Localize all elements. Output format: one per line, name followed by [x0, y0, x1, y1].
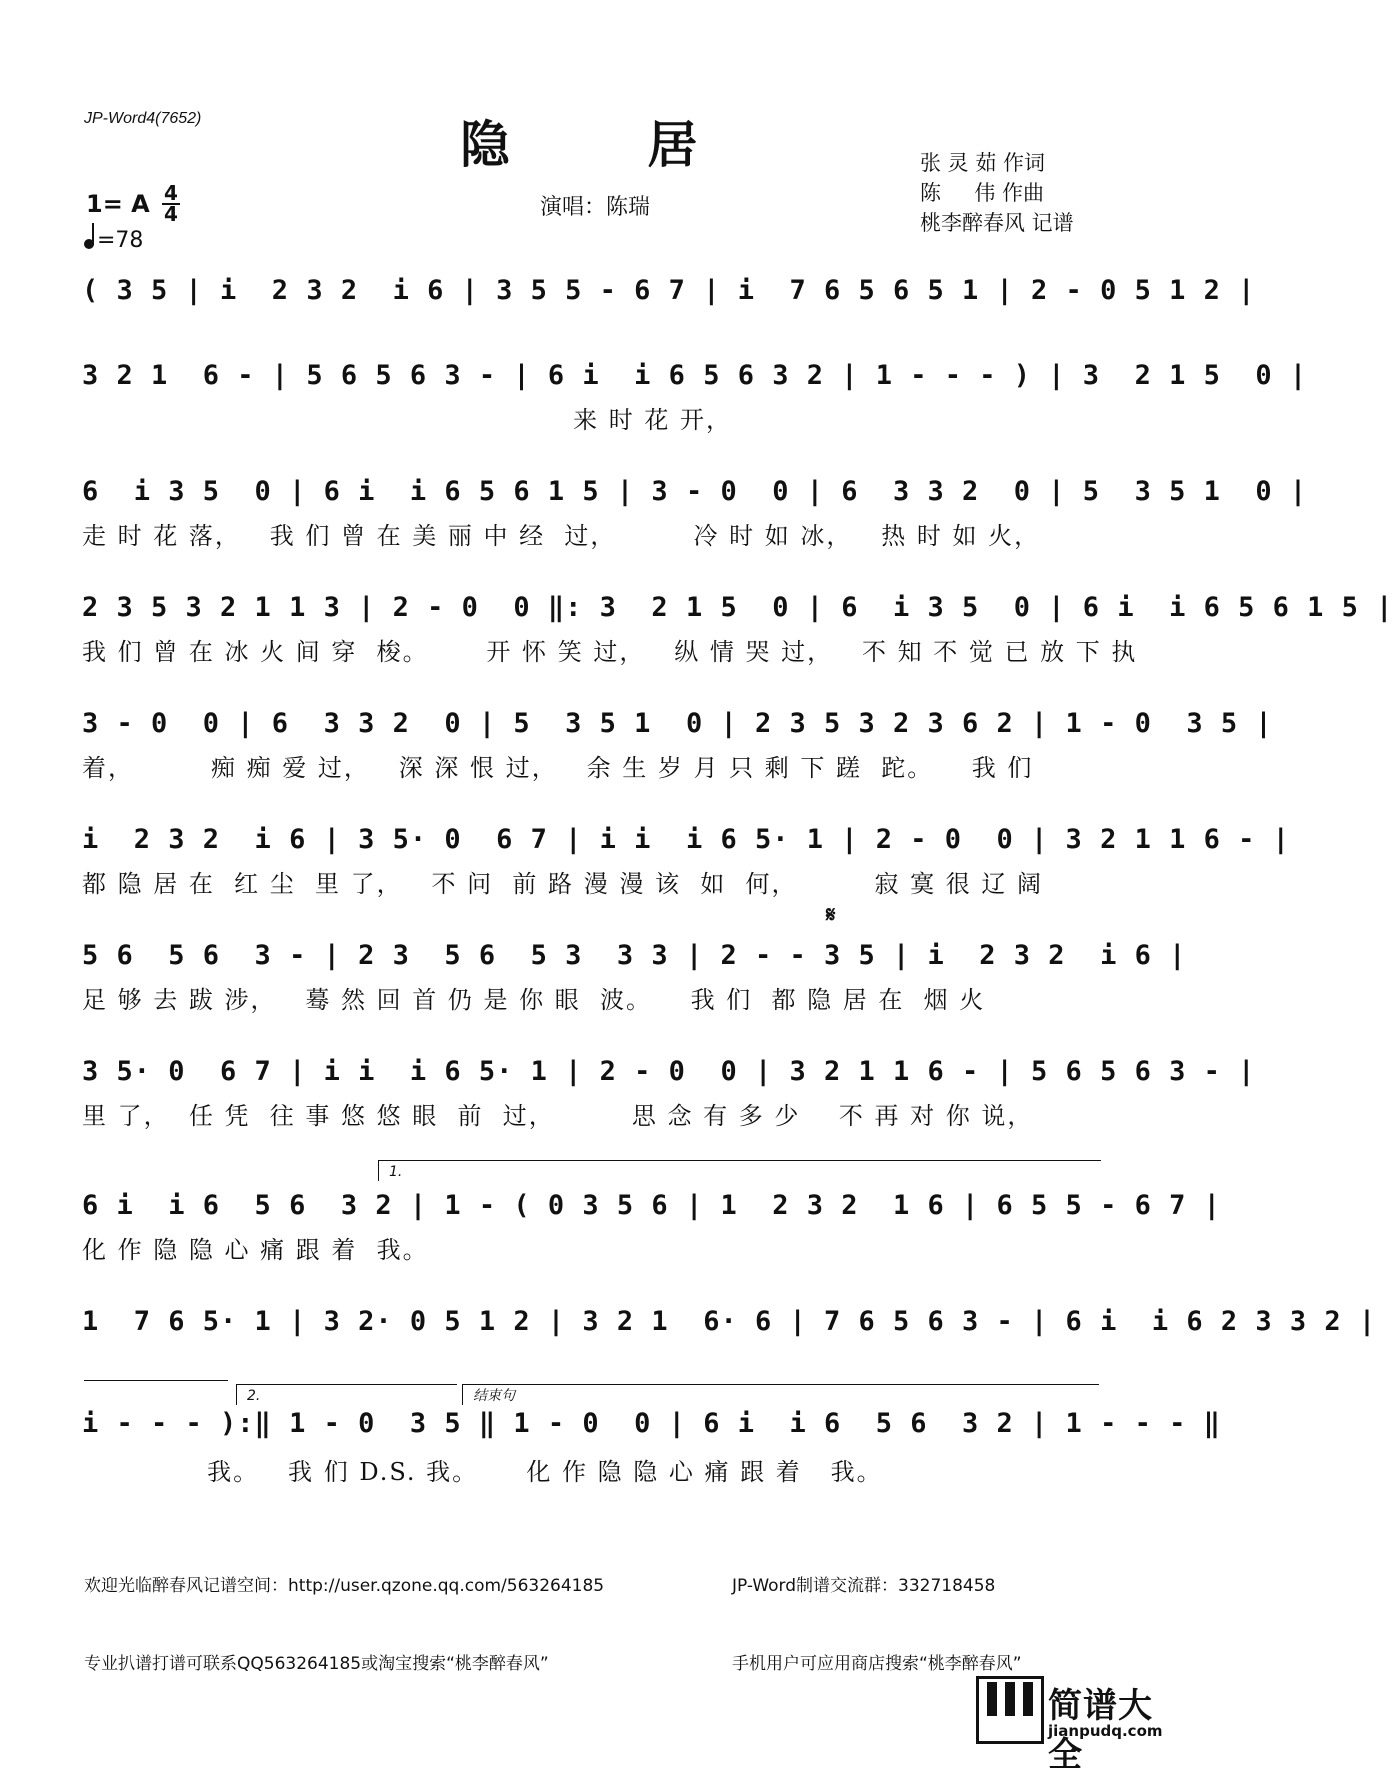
volta-2-label: 2.	[247, 1388, 261, 1404]
notation-row-7: 5 6 5 6 3 - | 2 3 5 6 5 3 3 3 | 2 - - 3 5 | i 2 3 2 i 6 |	[82, 940, 1187, 971]
footer-group-line: JP-Word制谱交流群：332718458	[732, 1576, 996, 1596]
lyrics-row-11: 我。 我 们 D.S. 我。 化 作 隐 隐 心 痛 跟 着 我。	[82, 1458, 883, 1486]
notation-row-6: i 2 3 2 i 6 | 3 5· 0 6 7 | i i i 6 5· 1 | 2 - 0 0 | 3 2 1 1 6 - |	[82, 824, 1290, 855]
notation-row-5: 3 - 0 0 | 6 3 3 2 0 | 5 3 5 1 0 | 2 3 5 3 2 3 6 2 | 1 - 0 3 5 |	[82, 708, 1273, 739]
lyrics-row-3: 走 时 花 落， 我 们 曾 在 美 丽 中 经 过， 冷 时 如 冰， 热 时 如 火，	[82, 522, 1041, 550]
key-signature: 1= A	[86, 190, 150, 218]
composer-credit: 陈 伟 作曲	[920, 181, 1045, 205]
singer-credit: 演唱：陈瑞	[540, 195, 651, 220]
coda-bracket	[462, 1384, 1099, 1405]
footer-contact-line: 专业扒谱打谱可联系QQ563264185或淘宝搜索“桃李醉春风”	[84, 1654, 549, 1674]
notation-row-9: 6 i i 6 5 6 3 2 | 1 - ( 0 3 5 6 | 1 2 3 2 1 6 | 6 5 5 - 6 7 |	[82, 1190, 1221, 1221]
notation-row-11: i - - - ):‖ 1 - 0 3 5 ‖ 1 - 0 0 | 6 i i 6 5 6 3 2 | 1 - - - ‖	[82, 1408, 1221, 1439]
lyrics-row-9: 化 作 隐 隐 心 痛 跟 着 我。	[82, 1236, 429, 1264]
notation-row-4: 2 3 5 3 2 1 1 3 | 2 - 0 0 ‖: 3 2 1 5 0 | 6 i 3 5 0 | 6 i i 6 5 6 1 5 |	[82, 592, 1393, 623]
coda-label: 结束句	[473, 1388, 515, 1404]
notation-row-2: 3 2 1 6 - | 5 6 5 6 3 - | 6 i i 6 5 6 3 2 | 1 - - - ) | 3 2 1 5 0 |	[82, 360, 1308, 391]
notation-row-1: ( 3 5 | i 2 3 2 i 6 | 3 5 5 - 6 7 | i 7 6 5 6 5 1 | 2 - 0 5 1 2 |	[82, 275, 1256, 306]
volta-2-bracket	[236, 1384, 457, 1405]
software-version: JP-Word4(7652)	[84, 110, 202, 127]
volta-1-bracket	[378, 1160, 1101, 1181]
time-signature-top: 4	[164, 181, 178, 205]
piano-key	[1005, 1682, 1015, 1716]
song-title: 隐 居	[460, 116, 758, 174]
credits	[920, 148, 1074, 238]
logo-title: 简谱大全	[1048, 1686, 1153, 1775]
piano-key	[987, 1682, 997, 1716]
transcriber-credit: 桃李醉春风 记谱	[920, 211, 1074, 235]
notation-row-10: 1 7 6 5· 1 | 3 2· 0 5 1 2 | 3 2 1 6· 6 | 7 6 5 6 3 - | 6 i i 6 2 3 3 2 |	[82, 1306, 1377, 1337]
tempo-marking	[84, 228, 143, 253]
lyrics-row-4: 我 们 曾 在 冰 火 间 穿 梭。 开 怀 笑 过， 纵 情 哭 过， 不 知 不 觉 已 放 下 执	[82, 638, 1138, 666]
volta-1-label: 1.	[389, 1164, 403, 1180]
piano-icon	[976, 1676, 1044, 1744]
time-signature-bottom: 4	[164, 202, 178, 226]
lyrics-row-2: 来 时 花 开，	[82, 406, 732, 434]
segno-sign: 𝄋	[826, 903, 836, 928]
logo-url: jianpudq.com	[1048, 1722, 1163, 1740]
lyrics-row-7: 足 够 去 跋 涉， 蓦 然 回 首 仍 是 你 眼 波。 我 们 都 隐 居 在 烟 火	[82, 986, 986, 1014]
footer-website-line: 欢迎光临醉春风记谱空间：http://user.qzone.qq.com/563264185	[84, 1576, 605, 1596]
footer-app-line: 手机用户可应用商店搜索“桃李醉春风”	[732, 1654, 1022, 1674]
lyrics-row-5: 着， 痴 痴 爱 过， 深 深 恨 过， 余 生 岁 月 只 剩 下 蹉 跎。 我 们	[82, 754, 1034, 782]
lyrics-row-8: 里 了， 任 凭 往 事 悠 悠 眼 前 过， 思 念 有 多 少 不 再 对 你 说，	[82, 1102, 1034, 1130]
tempo-value: =78	[97, 228, 144, 253]
lyrics-row-6: 都 隐 居 在 红 尘 里 了， 不 问 前 路 漫 漫 该 如 何， 寂 寞 很 辽 阔	[82, 870, 1044, 898]
lyricist-credit: 张 灵 茹 作词	[920, 151, 1046, 175]
notation-row-8: 3 5· 0 6 7 | i i i 6 5· 1 | 2 - 0 0 | 3 2 1 1 6 - | 5 6 5 6 3 - |	[82, 1056, 1256, 1087]
piano-key	[1023, 1682, 1033, 1716]
notation-row-3: 6 i 3 5 0 | 6 i i 6 5 6 1 5 | 3 - 0 0 | 6 3 3 2 0 | 5 3 5 1 0 |	[82, 476, 1308, 507]
site-logo	[976, 1676, 1186, 1775]
footer-left	[84, 1521, 604, 1703]
volta-1-continuation	[84, 1380, 228, 1381]
quarter-note-icon	[84, 239, 94, 249]
time-signature	[162, 181, 180, 226]
